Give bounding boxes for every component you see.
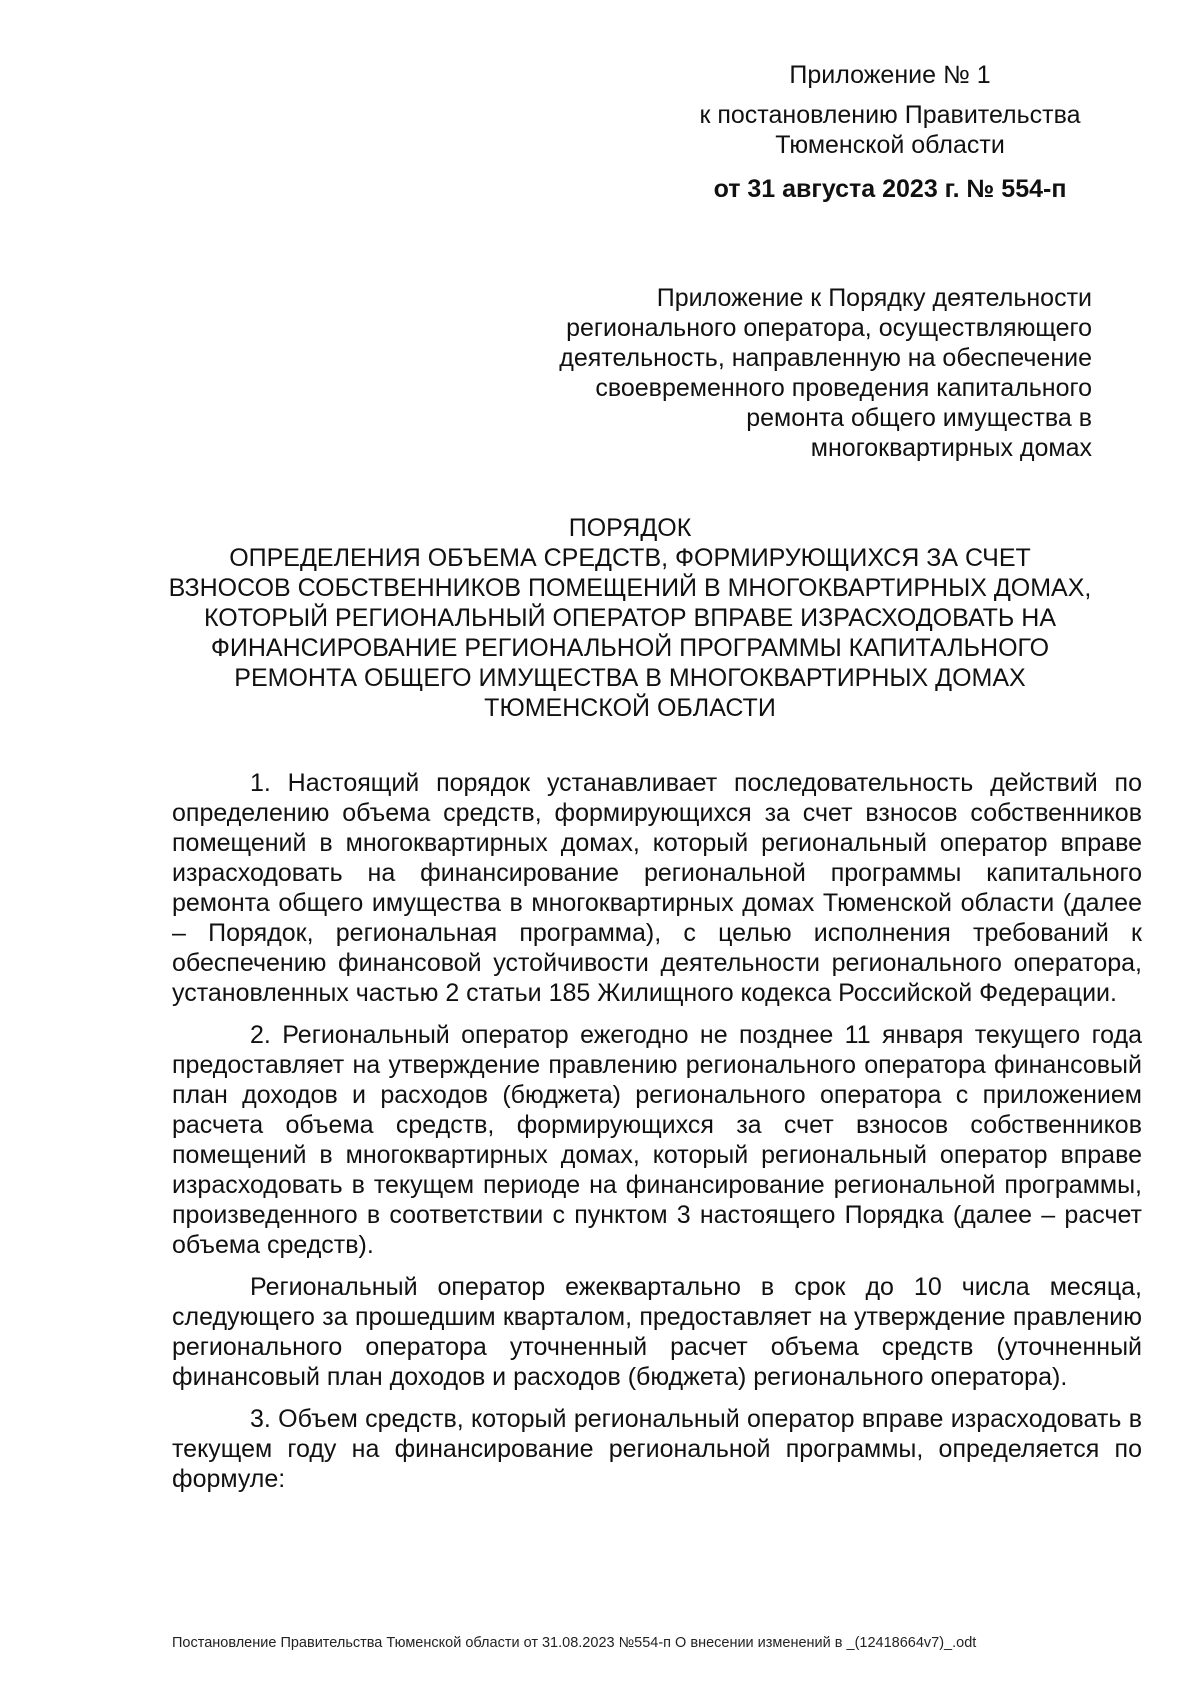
- annex-reference-line: к постановлению Правительства: [699, 101, 1081, 129]
- title-line: ПОРЯДОК: [568, 514, 692, 542]
- annex-reference-line: Тюменской области: [775, 131, 1005, 159]
- document-body: [172, 768, 1142, 1506]
- title-line: ФИНАНСИРОВАНИЕ РЕГИОНАЛЬНОЙ ПРОГРАММЫ КАПИТАЛЬНОГО: [210, 634, 1050, 662]
- annex-date: от 31 августа 2023 г. № 554-п: [713, 175, 1067, 203]
- title-line: КОТОРЫЙ РЕГИОНАЛЬНЫЙ ОПЕРАТОР ВПРАВЕ ИЗРАСХОДОВАТЬ НА: [203, 604, 1057, 632]
- appendix-note-line: деятельность, направленную на обеспечение: [559, 344, 1092, 372]
- appendix-note: [532, 283, 1092, 463]
- document-title: [160, 513, 1100, 723]
- annex-reference: [690, 100, 1090, 160]
- appendix-note-line: многоквартирных домах: [810, 434, 1092, 462]
- paragraph-2: 2. Региональный оператор ежегодно не позднее 11 января текущего года предоставляет на утверждение правлению регионального оператора финансовый план доходов и расходов (бюджета) регионального оператора с приложением расчета объема средств, формирующихся за счет взносов собственников помещений в многоквартирных домах, который региональный оператор вправе израсходовать в текущем периоде на финансирование региональной программы, произведенного в соответствии с пунктом 3 настоящего Порядка (далее – расчет объема средств).: [172, 1021, 1142, 1259]
- paragraph-3: 3. Объем средств, который региональный оператор вправе израсходовать в текущем году на финансирование региональной программы, определяется по формуле:: [172, 1405, 1142, 1493]
- title-line: ТЮМЕНСКОЙ ОБЛАСТИ: [484, 694, 776, 722]
- appendix-note-line: Приложение к Порядку деятельности: [656, 284, 1092, 312]
- annex-title: Приложение № 1: [789, 61, 991, 89]
- title-line: ОПРЕДЕЛЕНИЯ ОБЪЕМА СРЕДСТВ, ФОРМИРУЮЩИХСЯ ЗА СЧЕТ: [229, 544, 1031, 572]
- appendix-note-line: регионального оператора, осуществляющего: [566, 314, 1092, 342]
- paragraph-1: 1. Настоящий порядок устанавливает последовательность действий по определению объема средств, формирующихся за счет взносов собственников помещений в многоквартирных домах, который региональный оператор вправе израсходовать на финансирование региональной программы капитального ремонта общего имущества в многоквартирных домах Тюменской области (далее – Порядок, региональная программа), с целью исполнения требований к обеспечению финансовой устойчивости деятельности регионального оператора, установленных частью 2 статьи 185 Жилищного кодекса Российской Федерации.: [172, 769, 1142, 1007]
- title-line: ВЗНОСОВ СОБСТВЕННИКОВ ПОМЕЩЕНИЙ В МНОГОКВАРТИРНЫХ ДОМАХ,: [168, 574, 1092, 602]
- page-footer: Постановление Правительства Тюменской области от 31.08.2023 №554-п О внесении изменений в _(12418664v7)_.odt: [172, 1635, 977, 1651]
- title-line: РЕМОНТА ОБЩЕГО ИМУЩЕСТВА В МНОГОКВАРТИРНЫХ ДОМАХ: [234, 664, 1026, 692]
- paragraph-2-continued: Региональный оператор ежеквартально в срок до 10 числа месяца, следующего за прошедшим кварталом, предоставляет на утверждение правлению регионального оператора уточненный расчет объема средств (уточненный финансовый план доходов и расходов (бюджета) регионального оператора).: [172, 1273, 1142, 1391]
- appendix-note-line: ремонта общего имущества в: [746, 404, 1092, 432]
- appendix-note-line: своевременного проведения капитального: [595, 374, 1092, 402]
